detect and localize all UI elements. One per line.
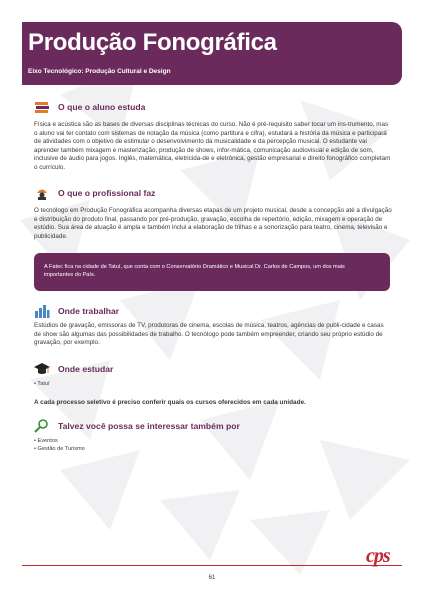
selection-note: A cada processo seletivo é preciso conferir quais os cursos oferecidos em cada unidade. bbox=[34, 399, 306, 406]
info-callout bbox=[34, 253, 390, 291]
interessar-list bbox=[34, 438, 85, 453]
section-title-profissional: O que o profissional faz bbox=[58, 188, 156, 198]
section-heading-trabalhar bbox=[34, 303, 119, 319]
section-text-trabalhar: Estúdios de gravação, emissoras de TV, produtoras de cinema, escolas de música, teatros, agências de publi-cidade e casas de show são algumas das possibilidades de trabalho. O tecnólogo pode também empreender, criando seu próprio estúdio de gravação, por exemplo. bbox=[34, 322, 384, 347]
estudar-list bbox=[34, 381, 50, 389]
page-title: Produção Fonográfica bbox=[28, 29, 277, 56]
section-heading-aluno bbox=[34, 99, 145, 115]
section-title-estudar: Onde estudar bbox=[58, 364, 114, 374]
section-text-aluno: Física e acústica são as bases de diversas disciplinas técnicas do curso. Não é pré-requisito saber tocar um ins-trumento, mas o aluno vai ter contato com sistemas de notação da música (como partitura e cifra), estudará a história da música e participará de atividades com o objetivo de estimular o desenvolvimento da musicalidade e da percepção musical. O estudante vai aprender também mixagem e masterização, produção de shows, infor-mática, comunicação audiovisual e edição de som, inclusive de áudio para jogos. Inglês, matemática, eletricida-de e eletrônica, gestão empresarial e direito fonográfico completam o currículo. bbox=[34, 121, 391, 171]
section-title-aluno: O que o aluno estuda bbox=[58, 102, 146, 112]
books-icon bbox=[34, 100, 50, 114]
callout-text: A Fatec fica na cidade de Tatuí, que conta com o Conservatório Dramático e Musical Dr. Carlos de Campos, um dos mais importantes do País. bbox=[44, 264, 345, 278]
section-heading-estudar bbox=[34, 361, 113, 377]
footer-divider bbox=[22, 565, 402, 566]
list-item: • Tatuí bbox=[34, 381, 50, 387]
list-item: • Gestão de Turismo bbox=[34, 445, 85, 452]
page-subtitle: Eixo Tecnológico: Produção Cultural e Design bbox=[28, 68, 171, 75]
list-item: • Eventos bbox=[34, 438, 58, 444]
section-title-trabalhar: Onde trabalhar bbox=[58, 306, 120, 316]
cps-logo: cps bbox=[366, 545, 390, 567]
graduation-cap-icon bbox=[34, 362, 50, 376]
page-number: 61 bbox=[208, 575, 216, 581]
section-heading-interessar bbox=[34, 418, 240, 434]
city-icon bbox=[34, 304, 50, 318]
section-title-interessar: Talvez você possa se interessar também por bbox=[58, 421, 240, 431]
page-header bbox=[22, 22, 402, 85]
magnifier-icon bbox=[34, 419, 50, 433]
worker-icon bbox=[34, 186, 50, 200]
section-heading-profissional bbox=[34, 185, 155, 201]
section-text-profissional: O tecnólogo em Produção Fonográfica acompanha diversas etapas de um projeto musical, desde a concepção até a divulgação e distribuição do produto final, passando por pré-produção, gravação, escolha de repertório, edição, mixagem e operação de estúdio. Sua área de atuação é ampla e também inclui a elaboração de trilhas e a sonorização para teatro, cinema, televisão e publicidade. bbox=[34, 207, 392, 240]
